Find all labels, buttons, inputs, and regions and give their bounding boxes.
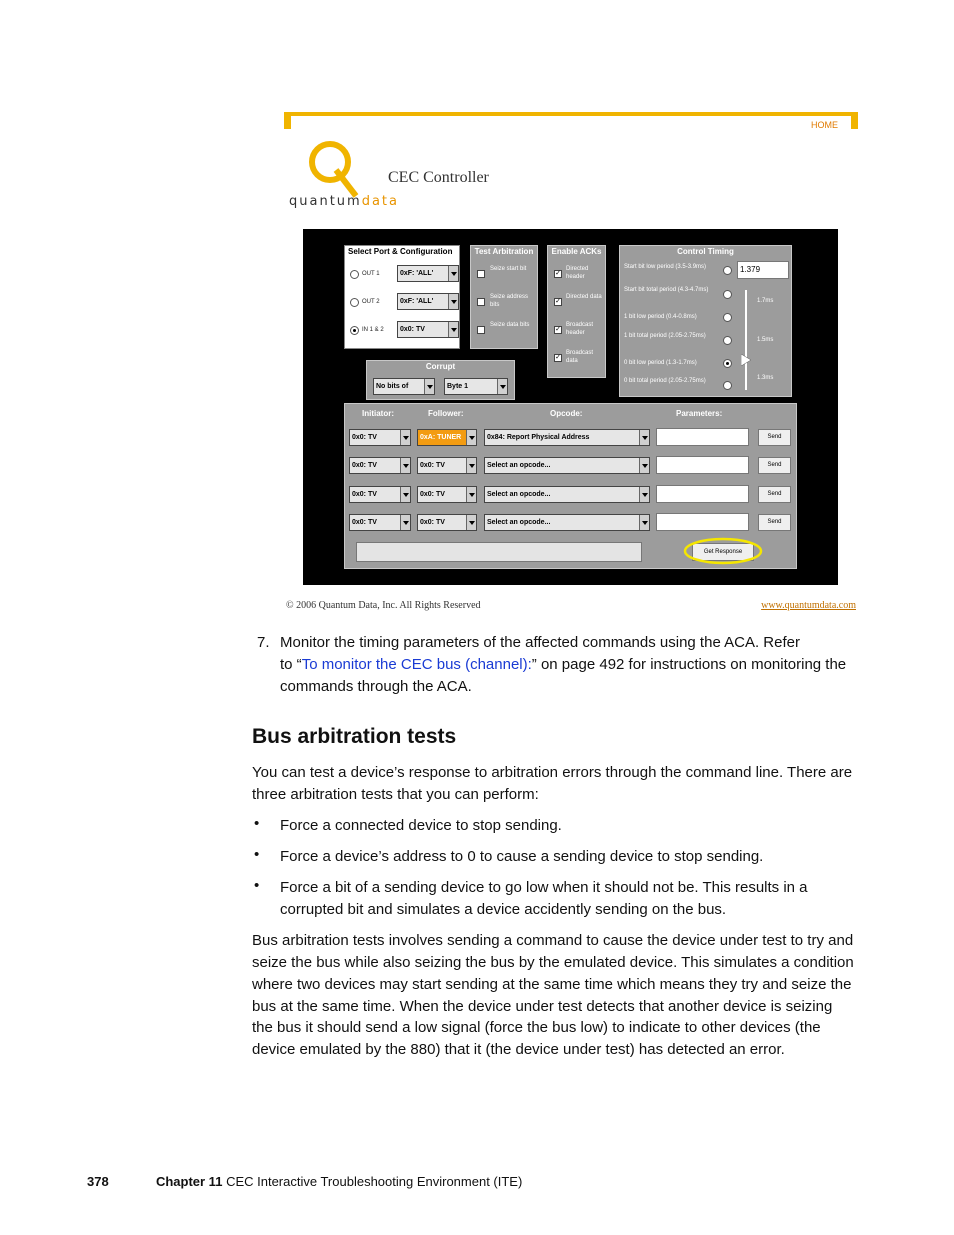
seize-data-bits-checkbox[interactable]: [477, 326, 485, 334]
chevron-down-icon: [466, 515, 476, 530]
send-button[interactable]: Send: [758, 514, 791, 531]
chevron-down-icon: [448, 294, 458, 309]
port-config-title: Select Port & Configuration: [348, 247, 453, 256]
port-in12-label: IN 1 & 2: [362, 327, 384, 333]
timing-start-low-label: Start bit low period (3.5-3.9ms): [624, 264, 707, 270]
brand-bar-left: [284, 112, 291, 129]
port-in12-radio[interactable]: [350, 326, 359, 335]
broadcast-data-checkbox[interactable]: ✓: [555, 354, 561, 361]
bullet-2: Force a device’s address to 0 to cause a sending device to stop sending.: [280, 848, 764, 865]
bullet-1: Force a connected device to stop sending.: [280, 817, 562, 834]
chevron-down-icon: [639, 458, 649, 473]
chevron-down-icon: [639, 487, 649, 502]
send-button[interactable]: Send: [758, 486, 791, 503]
initiator-header: Initiator:: [362, 409, 394, 418]
parameters-input[interactable]: [656, 428, 749, 446]
timing-0bit-total-label: 0 bit total period (2.05-2.75ms): [624, 378, 706, 384]
send-button[interactable]: Send: [758, 429, 791, 446]
chevron-down-icon: [400, 430, 410, 445]
section-heading: Bus arbitration tests: [252, 725, 457, 748]
opcode-select[interactable]: 0x84: Report Physical Address: [484, 429, 650, 446]
chapter-label: Chapter 11: [155, 1174, 223, 1189]
directed-data-checkbox[interactable]: ✓: [555, 298, 561, 305]
port-out1-label: OUT 1: [362, 271, 380, 277]
seize-address-bits-checkbox[interactable]: [477, 298, 485, 306]
directed-header-label: Directed header: [566, 266, 589, 280]
chevron-down-icon: [400, 515, 410, 530]
seize-start-bit-label: Seize start bit: [490, 266, 527, 272]
body-line: where two devices may start sending at the same time which means they try and seize the: [252, 976, 852, 993]
timing-start-total-label: Start bit total period (4.3-4.7ms): [624, 287, 709, 293]
parameters-input[interactable]: [656, 456, 749, 474]
timing-0bit-total-radio[interactable]: [723, 381, 732, 390]
command-group: [344, 403, 797, 569]
timing-0bit-low-radio[interactable]: [723, 359, 732, 368]
control-timing-group: [619, 245, 792, 397]
corrupt-group: [366, 360, 515, 400]
follower-select[interactable]: 0x0: TV: [417, 486, 477, 503]
bullet-3-line-1: Force a bit of a sending device to go low when it should not be. This results in a: [280, 879, 808, 896]
opcode-select[interactable]: Select an opcode...: [484, 486, 650, 503]
timing-value-field[interactable]: 1.379: [737, 261, 789, 279]
opcode-header: Opcode:: [550, 409, 583, 418]
page-number: 378: [87, 1174, 109, 1189]
intro-line-1: You can test a device’s response to arbitration errors through the command line. There are: [252, 764, 853, 781]
follower-header: Follower:: [428, 409, 464, 418]
timing-0bit-low-label: 0 bit low period (1.3-1.7ms): [624, 360, 697, 366]
follower-select[interactable]: 0xA: TUNER: [417, 429, 477, 446]
follower-select[interactable]: 0x0: TV: [417, 514, 477, 531]
initiator-select[interactable]: 0x0: TV: [349, 514, 411, 531]
copyright-text: © 2006 Quantum Data, Inc. All Rights Reserved: [286, 600, 481, 611]
opcode-select[interactable]: Select an opcode...: [484, 514, 650, 531]
timing-scale-high: 1.7ms: [757, 298, 774, 304]
directed-data-label: Directed data: [566, 294, 602, 300]
test-arbitration-title: Test Arbitration: [474, 247, 534, 256]
port-in12-select[interactable]: 0x0: TV: [397, 321, 459, 338]
chevron-down-icon: [639, 515, 649, 530]
seize-start-bit-checkbox[interactable]: [477, 270, 485, 278]
body-line: seize the bus while also seizing the bus by the emulated device. This simulates a condition: [252, 954, 854, 971]
corrupt-title: Corrupt: [425, 362, 456, 371]
chevron-down-icon: [466, 487, 476, 502]
step-number: 7.: [257, 634, 270, 651]
send-button[interactable]: Send: [758, 457, 791, 474]
website-link[interactable]: www.quantumdata.com: [761, 600, 856, 611]
cec-controller-screenshot: [284, 112, 858, 616]
corrupt-byte-select[interactable]: Byte 1: [444, 378, 508, 395]
brand-bar-right: [851, 112, 858, 129]
timing-1bit-total-radio[interactable]: [723, 336, 732, 345]
brand-bar: [284, 112, 858, 116]
directed-header-checkbox[interactable]: ✓: [555, 270, 561, 277]
follower-select[interactable]: 0x0: TV: [417, 457, 477, 474]
corrupt-bits-select[interactable]: No bits of: [373, 378, 435, 395]
slider-handle-icon[interactable]: [741, 354, 751, 366]
bullet-icon: •: [254, 815, 260, 832]
timing-scale-low: 1.3ms: [757, 375, 774, 381]
timing-1bit-low-label: 1 bit low period (0.4-0.8ms): [624, 314, 697, 320]
enable-acks-title: Enable ACKs: [551, 247, 602, 256]
seize-data-bits-label: Seize data bits: [490, 322, 530, 328]
chevron-down-icon: [497, 379, 507, 394]
chapter-title: CEC Interactive Troubleshooting Environment (ITE): [226, 1174, 523, 1189]
body-line: bus at the same time. When the device under test detects that another device is seizing: [252, 998, 833, 1015]
port-config-group: [344, 245, 460, 349]
bullet-icon: •: [254, 846, 260, 863]
port-out2-label: OUT 2: [362, 299, 380, 305]
timing-slider-track[interactable]: [745, 290, 747, 390]
chevron-down-icon: [466, 458, 476, 473]
bullet-3-line-2: corrupted bit and simulates a device accidently sending on the bus.: [280, 901, 727, 918]
broadcast-header-label: Broadcast header: [566, 322, 594, 336]
cec-app-panel: [303, 229, 838, 585]
timing-1bit-low-radio[interactable]: [723, 313, 732, 322]
timing-scale-mid: 1.5ms: [757, 337, 774, 343]
bullet-icon: •: [254, 877, 260, 894]
enable-acks-group: [547, 245, 606, 378]
initiator-select[interactable]: 0x0: TV: [349, 457, 411, 474]
chevron-down-icon: [424, 379, 434, 394]
seize-address-bits-label: Seize address bits: [490, 294, 529, 308]
body-line: Bus arbitration tests involves sending a command to cause the device under test to try and: [252, 932, 854, 949]
port-out1-select[interactable]: 0xF: 'ALL': [397, 265, 459, 282]
parameters-input[interactable]: [656, 485, 749, 503]
initiator-select[interactable]: 0x0: TV: [349, 429, 411, 446]
test-arbitration-group: [470, 245, 538, 349]
step-line-1: Monitor the timing parameters of the affected commands using the ACA. Refer: [280, 634, 800, 651]
chevron-down-icon: [466, 430, 476, 445]
control-timing-title: Control Timing: [677, 247, 734, 256]
page-footer: [87, 1174, 522, 1189]
logo-wordmark: quantumdata: [289, 194, 399, 209]
parameters-header: Parameters:: [676, 409, 723, 418]
timing-start-low-radio[interactable]: [723, 266, 732, 275]
broadcast-data-label: Broadcast data: [566, 350, 594, 364]
get-response-button[interactable]: Get Response: [692, 543, 754, 561]
highlight-circle: [682, 536, 764, 566]
step-line-3: commands through the ACA.: [280, 678, 472, 695]
quantumdata-logo-icon: [306, 130, 366, 200]
port-out2-select[interactable]: 0xF: 'ALL': [397, 293, 459, 310]
parameters-input[interactable]: [656, 513, 749, 531]
home-link[interactable]: HOME: [811, 120, 838, 130]
response-field[interactable]: [356, 542, 642, 562]
opcode-select[interactable]: Select an opcode...: [484, 457, 650, 474]
timing-start-total-radio[interactable]: [723, 290, 732, 299]
intro-line-2: three arbitration tests that you can perform:: [252, 786, 539, 803]
initiator-select[interactable]: 0x0: TV: [349, 486, 411, 503]
step-line-2: to “To monitor the CEC bus (channel):” on page 492 for instructions on monitoring the: [280, 656, 847, 673]
body-line: device emulated by the 880) that it (the device under test) has detected an error.: [252, 1041, 785, 1058]
cross-reference-link[interactable]: To monitor the CEC bus (channel):: [301, 656, 532, 673]
body-line: the bus it should send a low signal (force the bus low) to indicate to other devices (the: [252, 1019, 821, 1036]
chevron-down-icon: [400, 487, 410, 502]
port-out1-radio[interactable]: [350, 270, 359, 279]
chevron-down-icon: [448, 322, 458, 337]
broadcast-header-checkbox[interactable]: ✓: [555, 326, 561, 333]
chevron-down-icon: [639, 430, 649, 445]
chevron-down-icon: [400, 458, 410, 473]
port-out2-radio[interactable]: [350, 298, 359, 307]
chevron-down-icon: [448, 266, 458, 281]
timing-1bit-total-label: 1 bit total period (2.05-2.75ms): [624, 333, 706, 339]
app-title: CEC Controller: [388, 169, 489, 186]
